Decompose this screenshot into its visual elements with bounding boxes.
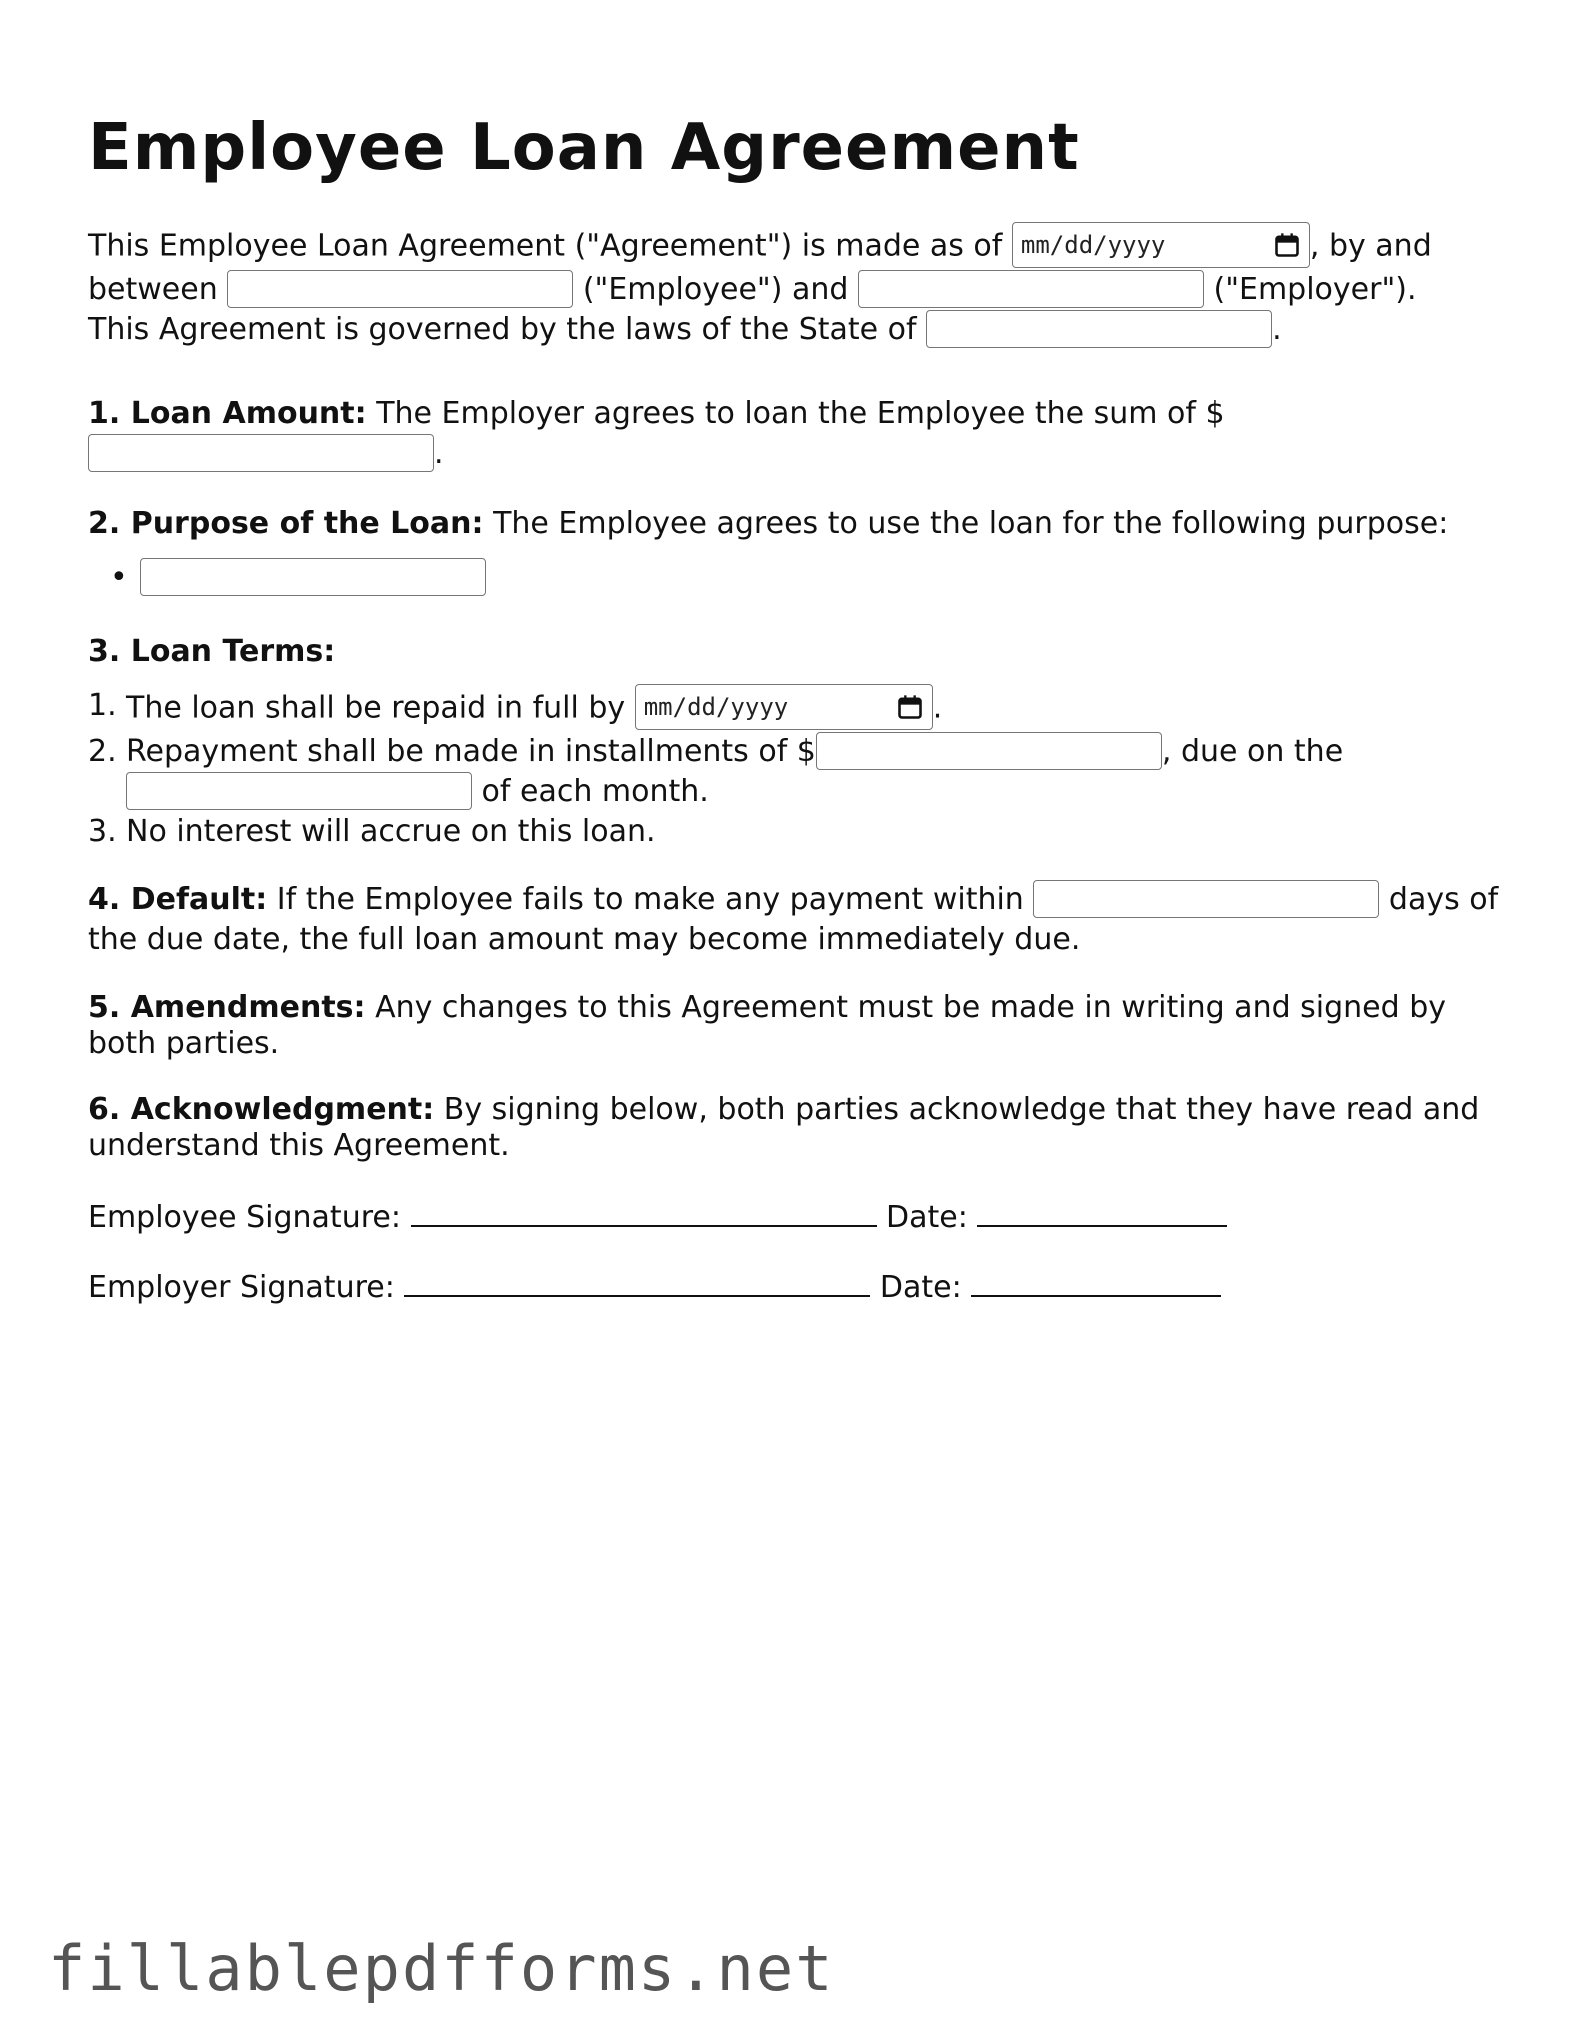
section-loan-amount xyxy=(88,394,1508,474)
employee-signature-blank[interactable] xyxy=(411,1201,877,1227)
list-number: 3. xyxy=(88,814,117,849)
section-heading: 1. Loan Amount: xyxy=(88,396,367,431)
employer-name-input[interactable] xyxy=(858,270,1204,308)
date-label: Date: xyxy=(879,1270,962,1305)
section-heading: 4. Default: xyxy=(88,882,268,917)
employer-signature-line xyxy=(88,1268,1508,1308)
repay-date-input[interactable] xyxy=(635,684,933,730)
signature-label: Employee Signature: xyxy=(88,1200,401,1235)
section-text: days of the due date, the full loan amount may become immediately due. xyxy=(88,882,1499,957)
intro-text: ("Employer"). xyxy=(1213,272,1417,307)
grace-days-input[interactable] xyxy=(1033,880,1379,918)
employer-date-blank[interactable] xyxy=(971,1271,1221,1297)
intro-text: between xyxy=(88,272,218,307)
section-text: By signing below, both parties acknowledge that they have read and understand this Agreement. xyxy=(88,1092,1480,1163)
employee-signature-line xyxy=(88,1198,1508,1238)
list-item xyxy=(88,686,1508,732)
loan-terms-list xyxy=(88,686,1508,852)
list-item xyxy=(88,812,1508,852)
employer-signature-blank[interactable] xyxy=(404,1271,870,1297)
section-acknowledgment xyxy=(88,1092,1508,1164)
list-text: , due on the xyxy=(1161,734,1344,769)
date-placeholder: mm/dd/yyyy xyxy=(643,693,789,721)
loan-amount-input[interactable] xyxy=(88,434,434,472)
section-heading: 3. Loan Terms: xyxy=(88,634,336,669)
purpose-list xyxy=(88,558,1508,598)
purpose-input[interactable] xyxy=(140,558,486,596)
employee-name-input[interactable] xyxy=(227,270,573,308)
section-purpose xyxy=(88,504,1508,544)
list-item xyxy=(88,732,1508,812)
intro-text: This Agreement is governed by the laws of the State of xyxy=(88,312,917,347)
page-title: Employee Loan Agreement xyxy=(88,111,1080,185)
section-loan-terms xyxy=(88,632,1508,672)
list-text: of each month. xyxy=(481,774,709,809)
list-text: The loan shall be repaid in full by xyxy=(126,690,626,726)
date-label: Date: xyxy=(886,1200,968,1235)
intro-paragraph xyxy=(88,224,1508,350)
section-default xyxy=(88,880,1508,960)
document-page xyxy=(88,96,1508,1338)
signature-label: Employer Signature: xyxy=(88,1270,395,1305)
installment-amount-input[interactable] xyxy=(816,732,1162,770)
intro-text: ("Employee") and xyxy=(582,272,849,307)
section-text: The Employee agrees to use the loan for the following purpose: xyxy=(493,506,1449,541)
section-text: The Employer agrees to loan the Employee the sum of $ xyxy=(376,396,1225,431)
list-item xyxy=(140,558,1508,598)
calendar-icon[interactable] xyxy=(1273,231,1301,259)
due-day-input[interactable] xyxy=(126,772,472,810)
list-text: Repayment shall be made in installments of $ xyxy=(126,734,816,769)
list-number: 2. xyxy=(88,734,117,769)
section-heading: 6. Acknowledgment: xyxy=(88,1092,435,1127)
employee-date-blank[interactable] xyxy=(977,1201,1227,1227)
section-text: Any changes to this Agreement must be made in writing and signed by both parties. xyxy=(88,990,1447,1061)
section-amendments xyxy=(88,990,1508,1062)
date-placeholder: mm/dd/yyyy xyxy=(1020,231,1166,259)
list-number: 1. xyxy=(88,688,117,723)
calendar-icon[interactable] xyxy=(896,693,924,721)
list-text: No interest will accrue on this loan. xyxy=(126,814,656,849)
agreement-date-input[interactable] xyxy=(1012,222,1310,268)
watermark: fillablepdfforms.net xyxy=(48,1932,835,2005)
intro-text: This Employee Loan Agreement ("Agreement") is made as of xyxy=(88,228,1003,264)
state-input[interactable] xyxy=(926,310,1272,348)
list-text: . xyxy=(932,690,943,726)
intro-text: . xyxy=(1272,312,1282,347)
section-text: . xyxy=(434,436,444,471)
intro-text: , by and xyxy=(1309,228,1432,264)
section-text: If the Employee fails to make any payment within xyxy=(276,882,1024,917)
section-heading: 5. Amendments: xyxy=(88,990,366,1025)
section-heading: 2. Purpose of the Loan: xyxy=(88,506,484,541)
